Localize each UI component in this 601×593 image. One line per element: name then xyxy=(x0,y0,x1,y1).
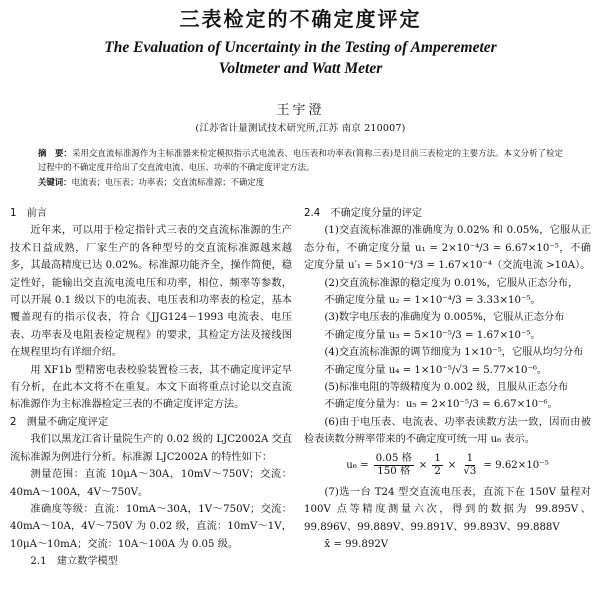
formula-lhs: u₆ = xyxy=(346,459,369,471)
english-title xyxy=(60,37,541,79)
fraction-2-denominator: 2 xyxy=(434,466,441,478)
abstract xyxy=(38,146,563,174)
times-sign-2: × xyxy=(447,459,457,471)
fraction-3-denominator: √3 xyxy=(463,466,477,478)
fraction-2 xyxy=(432,453,442,478)
section-2-paragraph-1: 我们以黑龙江省计量院生产的 0.02 级的 LJC2002A 交直流标准源为例进行分析。标准源 LJC2002A 的特性如下： xyxy=(10,434,292,463)
component-3-uncertainty: 不确定度分量 u₃ = 5×10⁻⁵/3 = 1.67×10⁻⁵。 xyxy=(324,329,541,341)
english-title-line-1: The Evaluation of Uncertainty in the Testing of Amperemeter xyxy=(104,39,497,56)
component-2-paragraph: (2)交直流标准源的稳定度为 0.01%，它服从正态分布， xyxy=(324,277,579,289)
fraction-1 xyxy=(374,453,414,478)
component-5-paragraph: (5)标准电阻的等级精度为 0.002 级，且服从正态分布 xyxy=(324,382,569,394)
fraction-2-numerator: 1 xyxy=(434,453,441,465)
english-title-line-2: Voltmeter and Watt Meter xyxy=(218,60,383,77)
clipped-mean-line: x̄ = 99.892V xyxy=(324,538,389,550)
section-1-paragraph-2: 用 XF1b 型精密电表校验装置检三表，其不确定度评定早有分析，在此本文将不在重复。本文下面将重点讨论以交直流标准源作为主标准器检定三表的不确定度评定方法。 xyxy=(10,364,292,411)
measurement-range-paragraph: 测量范围：直流 10μA～30A，10mV～750V；交流：40mA～100A，4V～750V。 xyxy=(10,469,292,498)
page-title: 三表检定的不确定度评定 xyxy=(179,7,422,31)
component-2-uncertainty: 不确定度分量 u₂ = 1×10⁻⁴/3 = 3.33×10⁻⁵。 xyxy=(324,295,541,307)
component-3-paragraph: (3)数字电压表的准确度为 0.005%，它服从正态分布 xyxy=(324,312,565,324)
fraction-1-numerator: 0.05 格 xyxy=(375,453,412,465)
component-4-paragraph: (4)交直流标准源的调节细度为 1×10⁻⁵，它服从均匀分布 xyxy=(324,347,584,359)
section-2-4-heading: 2.4 不确定度分量的评定 xyxy=(304,208,423,219)
u6-formula xyxy=(304,451,591,481)
fraction-3 xyxy=(461,453,478,478)
component-7-paragraph: (7)选一台 T24 型交直流电压表，直流下在 150V 量程对 100V 点等精度测量六次，得到的数据为 99.895V、99.896V、99.889V、99.891V、99.893V、99.888V xyxy=(304,486,591,533)
abstract-label: 摘 要： xyxy=(38,148,72,158)
keywords xyxy=(38,175,563,189)
fraction-1-denominator: 150 格 xyxy=(377,466,411,478)
author: 王宇澄 xyxy=(276,103,325,118)
section-2-heading: 2 测量不确定度评定 xyxy=(10,416,109,428)
component-1-paragraph: (1)交直流标准源的准确度为 0.02% 和 0.05%，它服从正态分布，不确定度分量 u₁ = 2×10⁻⁴/3 = 6.67×10⁻⁵，不确定度分量 u′₁ = 5×10⁻⁴/3 = 1.67×10⁻⁴（交流电流 >10A）。 xyxy=(304,225,591,272)
section-1-heading: 1 前言 xyxy=(10,208,48,219)
left-column xyxy=(10,205,292,568)
times-sign-1: × xyxy=(418,459,428,471)
affiliation: (江苏省计量测试技术研究所,江苏 南京 210007) xyxy=(195,123,406,134)
abstract-text: 采用交直流标准源作为主标准器来检定模拟指示式电流表、电压表和功率表(简称三表)是目前三表检定的主要方法。本文分析了检定过程中的不确定度并给出了交直流电流、电压、功率的不确定度评定方法。 xyxy=(38,148,564,172)
component-5-uncertainty: 不确定度分量为：u₅ = 2×10⁻⁵/3 = 6.67×10⁻⁶。 xyxy=(324,399,558,411)
accuracy-class-paragraph: 准确度等级：直流：10mA～30A，1V～750V；交流：40mA～10A，4V～750V 为 0.02 级，直流：10mV～1V，10μA～10mA；交流：10A～100A 为 0.05 级。 xyxy=(10,503,292,550)
formula-rhs: = 9.62×10⁻⁵ xyxy=(483,459,549,471)
section-1-paragraph-1: 近年来，可以用于检定指针式三表的交直流标准源的生产技术日益成熟，厂家生产的各种型号的交直流标准源越来越多，其最高精度已达 0.02%。标准源功能齐全，操作简便，稳定性好，能输出交直流电流电压和功率，相位、频率等参数，可以开展 0.1 级以下的电流表、电压表和功率表的检定，基本覆盖现有的指示仪表，符合《JJG124－1993 电流表、电压表、功率表及电阻表检定规程》的要求，其检定方法及接线图在规程里均有详细介绍。 xyxy=(10,225,292,359)
keywords-label: 关键词： xyxy=(38,177,72,187)
right-column xyxy=(304,205,591,550)
clipped-subsection-heading: 2.1 建立数学模型 xyxy=(30,556,118,568)
fraction-3-numerator: 1 xyxy=(466,453,474,465)
component-4-uncertainty: 不确定度分量 u₄ = 1×10⁻⁵/√3 = 5.77×10⁻⁶。 xyxy=(324,364,548,376)
keywords-text: 电流表；电压表；功率表；交直流标准源；不确定度 xyxy=(71,177,265,187)
component-6-paragraph: (6)由于电压表、电流表、功率表读数方法一致，因而由被检表读数分辨率带来的不确定度可统一用 u₆ 表示。 xyxy=(304,416,591,446)
